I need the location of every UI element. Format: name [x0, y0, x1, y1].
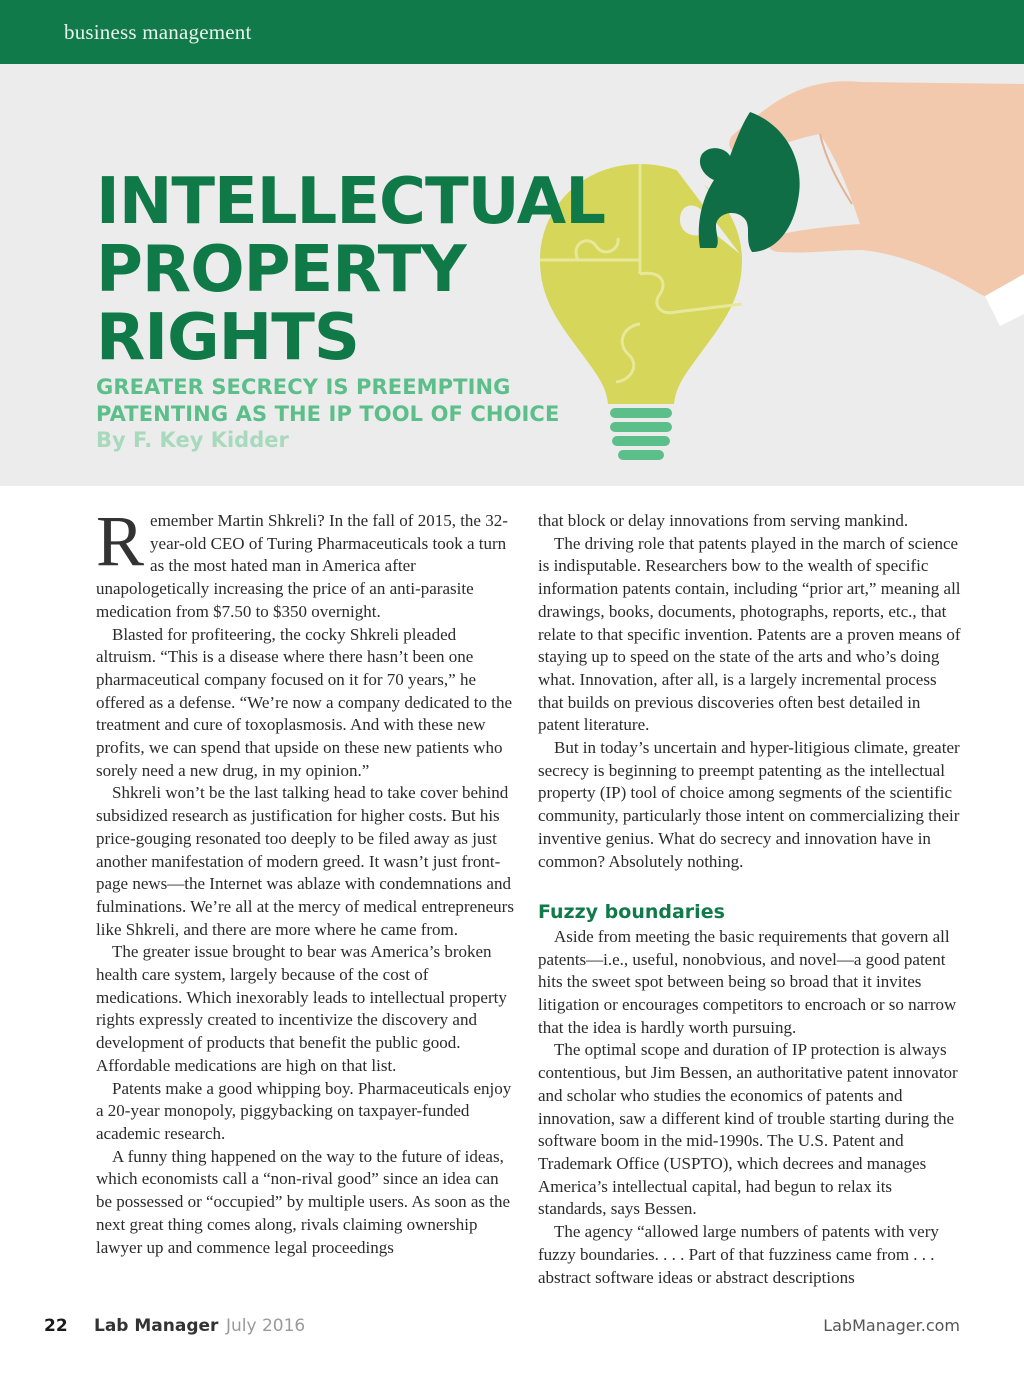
paragraph: The driving role that patents played in the march of science is indisputable. Researchers bow to the wealth of specific information patents contain, including “prior art,” meaning all drawings, books, documents, photographs, reports, etc., that relate to that specific invention. Patents are a proven means of staying up to speed on the state of the arts and who’s doing what. Innovation, after all, is a largely incremental process that builds on previous discoveries often best detailed in patent literature.	[538, 533, 961, 735]
paragraph: Shkreli won’t be the last talking head to take cover behind subsidized research as justification for higher costs. But his price-gouging resonated too deeply to be filed away as just another manifestation of modern greed. It wasn’t just front-page news—the Internet was ablaze with condemnations and fulminations. We’re all at the mercy of medical entrepreneurs like Shkreli, and there are more where he came from.	[96, 783, 514, 939]
hero-banner	[0, 64, 1024, 486]
page-footer	[0, 1312, 1024, 1342]
section-header-bar	[0, 0, 1024, 64]
section-label: business management	[64, 20, 252, 44]
section-subhead: Fuzzy boundaries	[538, 901, 725, 924]
paragraph: Patents make a good whipping boy. Pharmaceuticals enjoy a 20-year monopoly, piggybacking on taxpayer-funded academic research.	[96, 1078, 512, 1143]
subtitle-line: PATENTING AS THE IP TOOL OF CHOICE	[96, 402, 560, 426]
byline: By F. Key Kidder	[96, 428, 289, 452]
paragraph: Blasted for profiteering, the cocky Shkreli pleaded altruism. “This is a disease where there hasn’t been one pharmaceutical company focused on it for 70 years,” he offered as a defense. “We’re now a company dedicated to the treatment and cure of toxoplasmosis. And with these new profits, we can spend that upside on these new patients who sorely need a new drug, in my opinion.”	[96, 624, 513, 780]
article-column-left	[96, 501, 516, 1259]
paragraph: Aside from meeting the basic requirements that govern all patents—i.e., useful, nonobvious, and novel—a good patent hits the sweet spot between being so broad that it invites litigation or encourages competitors to encroach or so narrow that the idea is hardly worth pursuing.	[538, 926, 957, 1037]
paragraph: But in today’s uncertain and hyper-litigious climate, greater secrecy is beginning to preempt patenting as the intellectual property (IP) tool of choice among segments of the scientific community, particularly those intent on commercializing their inventive genius. What do secrecy and innovation have in common? Absolutely nothing.	[538, 738, 960, 871]
paragraph: The greater issue brought to bear was America’s broken health care system, largely because of the cost of medications. Which inexorably leads to intellectual property rights expressly created to incentivize the discovery and development of products that benefit the public good. Affordable medications are high on that list.	[96, 942, 507, 1075]
title-line: RIGHTS	[96, 301, 359, 375]
paragraph: The agency “allowed large numbers of patents with very fuzzy boundaries. . . . Part of that fuzziness came from . . . abstract software ideas or abstract descriptions	[538, 1222, 939, 1287]
paragraph	[96, 501, 516, 624]
title-line: PROPERTY	[96, 233, 466, 307]
paragraph: The optimal scope and duration of IP protection is always contentious, but Jim Bessen, an authoritative patent innovator and scholar who studies the economics of patents and innovation, saw a different kind of trouble starting during the software boom in the mid-1990s. The U.S. Patent and Trademark Office (USPTO), which decrees and manages America’s intellectual capital, had begun to relax its standards, says Bessen.	[538, 1040, 958, 1219]
website-link[interactable]: LabManager.com	[823, 1316, 960, 1335]
article-title	[96, 165, 605, 375]
article-column-right	[538, 510, 962, 1289]
drop-cap: R	[96, 501, 145, 581]
page-number: 22	[44, 1316, 68, 1336]
magazine-name: Lab Manager	[94, 1316, 219, 1336]
paragraph: A funny thing happened on the way to the future of ideas, which economists call a “non-rival good” since an idea can be possessed or “occupied” by multiple users. As soon as the next great thing comes along, rivals claiming ownership lawyer up and commence legal proceedings	[96, 1146, 511, 1257]
subtitle-line: GREATER SECRECY IS PREEMPTING	[96, 375, 511, 399]
paragraph-text: emember Martin Shkreli? In the fall of 2015, the 32-year-old CEO of Turing Pharmaceuticals took a turn as the most hated man in America after unapologetically increasing the price of an anti-parasite medication from $7.50 to $350 overnight.	[96, 511, 508, 621]
article-subtitle	[96, 374, 559, 428]
title-line: INTELLECTUAL	[96, 165, 605, 239]
issue-date: July 2016	[226, 1316, 306, 1336]
paragraph: that block or delay innovations from serving mankind.	[538, 511, 909, 530]
